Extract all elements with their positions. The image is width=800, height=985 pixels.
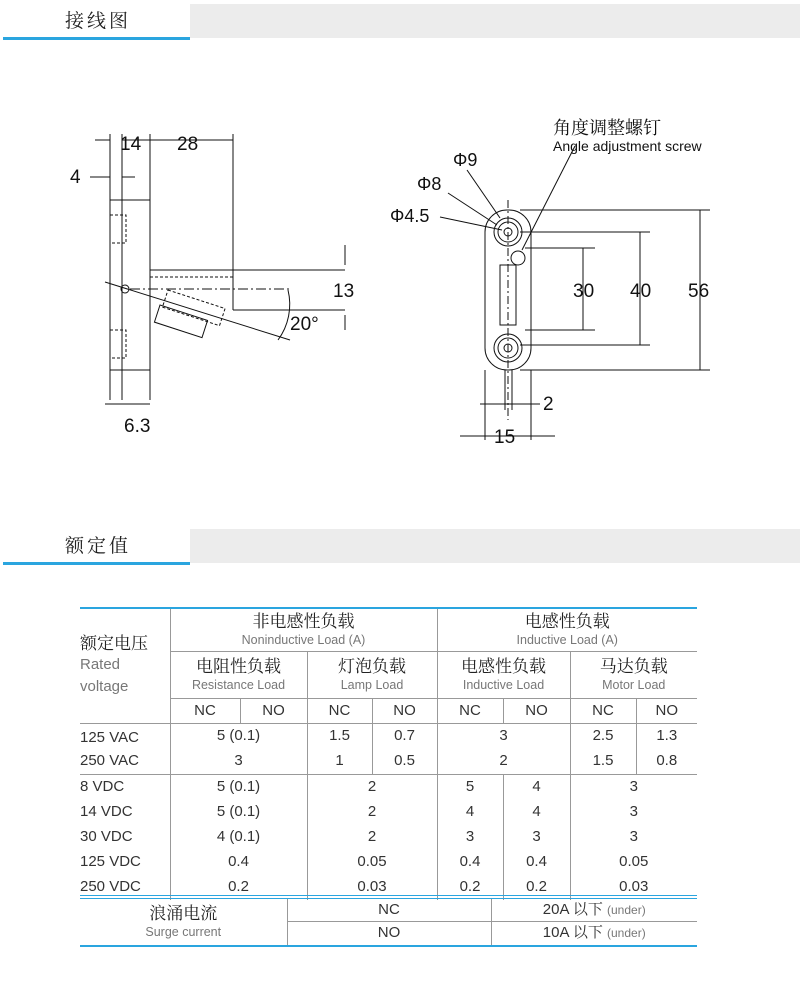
- dim-2: 2: [543, 394, 554, 415]
- table-cell: 14 VDC: [80, 803, 133, 820]
- subheader: 灯泡负载: [338, 656, 406, 676]
- table-cell: 3: [503, 825, 570, 850]
- rating-table: 额定电压 Rated voltage 非电感性负载 Noninductive Load (A) 电感性负载 Inductive Load (A) 电阻性负载 Resistance Load 灯泡负载 Lamp Load 电感性负载 Inductive Load 马达负载 Motor Load NC NO NC NO NC NO NC NO 125 VAC 5 (0.1) 1.5 0.7 3 2.5 1.3 250 VAC 3 1 0.5 2 1.5 0.8 8 VDC 5 (0.1) 2 5 4 3 14 VDC 5 (0.1) 2 4 4 3 30 VDC 4 (0.1) 2 3 3 3 125 VDC 0.4 0.05 0.4 0.4 0.05 250 VDC 0.2 0.03 0.2 0.2 0.03: [80, 607, 697, 900]
- table-cell: 0.05: [570, 850, 697, 875]
- table-cell: 0.4: [437, 850, 503, 875]
- section-header-rating: [0, 527, 800, 565]
- table-cell: 0.05: [307, 850, 437, 875]
- dim-phi9: Φ9: [453, 150, 478, 170]
- section-header-wiring: [0, 2, 800, 40]
- table-cell: 4: [437, 800, 503, 825]
- table-cell: 3: [570, 825, 697, 850]
- subheader: 电感性负载: [461, 656, 546, 676]
- voltage-header-cn: 额定电压: [80, 633, 148, 653]
- side-view-drawing: [90, 134, 345, 404]
- table-cell: 250 VDC: [80, 878, 141, 895]
- table-cell: 5: [437, 775, 503, 800]
- table-cell: 4 (0.1): [170, 825, 307, 850]
- dim-phi4-5: Φ4.5: [390, 206, 430, 226]
- dim-15: 15: [494, 427, 516, 448]
- nonind-header: 非电感性负载: [252, 611, 355, 631]
- subheader: 电阻性负载: [196, 656, 281, 676]
- table-cell: 0.2: [503, 875, 570, 900]
- table-cell: 3: [570, 775, 697, 800]
- table-row: [80, 850, 697, 875]
- voltage-header-en: Rated: [80, 655, 121, 673]
- surge-table: 浪涌电流 Surge current NC 20A 以下 (under) NO 10A 以下 (under): [80, 895, 697, 947]
- table-cell: 4: [503, 775, 570, 800]
- dim-14: 14: [120, 134, 142, 155]
- dim-phi8: Φ8: [417, 174, 442, 194]
- table-cell: 0.4: [503, 850, 570, 875]
- table-cell: 0.2: [437, 875, 503, 900]
- table-cell: 0.03: [570, 875, 697, 900]
- table-cell: 2: [307, 825, 437, 850]
- screw-label-en: Angle adjustment screw: [553, 138, 702, 154]
- table-cell: 8 VDC: [80, 778, 125, 796]
- table-cell: 2: [307, 775, 437, 800]
- voltage-header-en: voltage: [80, 677, 129, 695]
- section-title: 接线图: [3, 2, 190, 40]
- dim-6-3: 6.3: [124, 416, 151, 437]
- table-row: [80, 800, 697, 825]
- dim-40: 40: [630, 281, 652, 302]
- subheader: 马达负载: [599, 656, 668, 676]
- dim-56: 56: [688, 281, 710, 302]
- table-cell: 0.03: [307, 875, 437, 900]
- ind-header: 电感性负载: [524, 611, 610, 631]
- dim-4: 4: [70, 167, 81, 188]
- table-cell: 2: [307, 800, 437, 825]
- table-row: 125 VAC 5 (0.1) 1.5 0.7 3 2.5 1.3: [80, 723, 697, 749]
- table-row: [80, 825, 697, 850]
- table-cell: 0.2: [170, 875, 307, 900]
- table-cell: 3: [570, 800, 697, 825]
- table-cell: 125 VDC: [80, 853, 141, 870]
- wiring-diagram: [0, 40, 800, 510]
- table-cell: 4: [503, 800, 570, 825]
- dim-20deg: 20°: [290, 314, 319, 335]
- section-title: 额定值: [3, 527, 190, 565]
- surge-label-cn: 浪涌电流: [149, 903, 218, 923]
- table-cell: 0.4: [170, 850, 307, 875]
- dim-28: 28: [177, 134, 199, 155]
- table-row: 250 VAC 3 1 0.5 2 1.5 0.8: [80, 749, 697, 775]
- table-cell: 3: [437, 825, 503, 850]
- table-row: [80, 775, 697, 800]
- surge-label-en: Surge current: [145, 924, 222, 939]
- screw-label-cn: 角度调整螺钉: [553, 118, 661, 138]
- table-cell: 5 (0.1): [170, 775, 307, 800]
- dim-30: 30: [573, 281, 595, 302]
- table-cell: 5 (0.1): [170, 800, 307, 825]
- table-cell: 30 VDC: [80, 828, 133, 845]
- dim-13: 13: [333, 281, 355, 302]
